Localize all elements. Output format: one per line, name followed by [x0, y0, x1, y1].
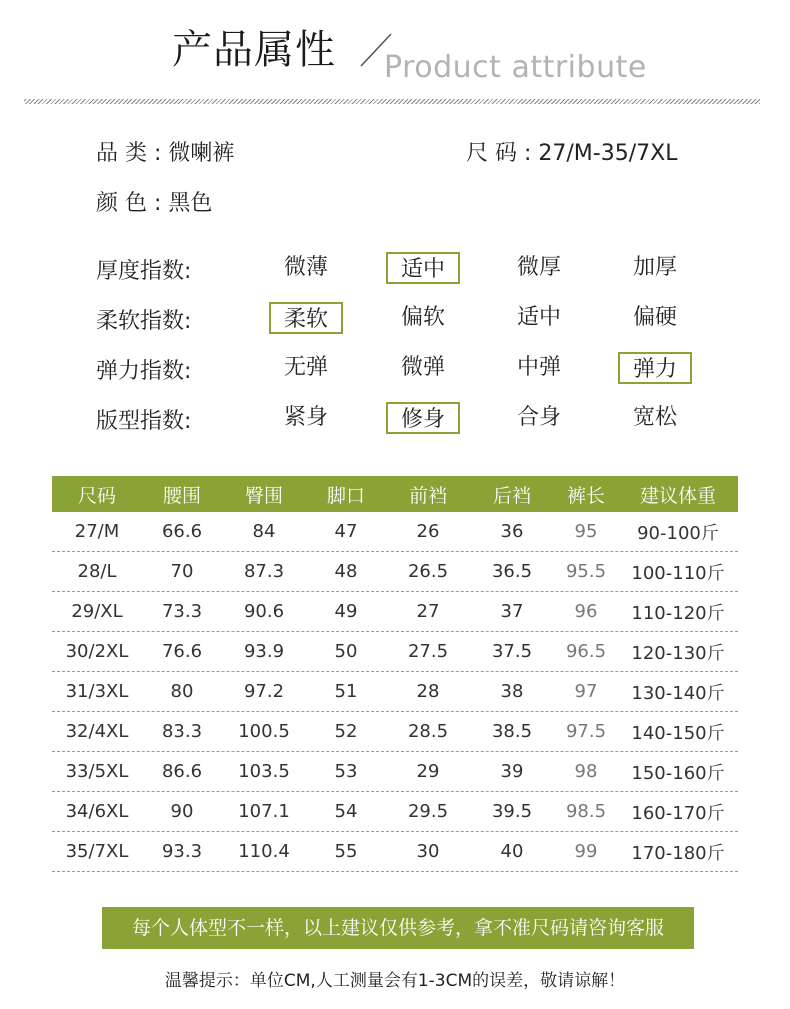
table-cell: 84: [252, 521, 276, 542]
table-row: [52, 672, 738, 712]
index-option-selected: 修身: [386, 402, 460, 434]
header-cell: 前裆: [408, 484, 447, 507]
index-label-elasticity: 弹力指数:: [96, 359, 192, 384]
table-cell: 76.6: [161, 641, 203, 662]
table-cell: 36: [500, 521, 524, 542]
table-cell: 120-130斤: [631, 642, 725, 664]
size-table: [52, 476, 738, 872]
table-cell: 29/XL: [71, 601, 123, 622]
table-row: [52, 832, 738, 872]
table-row: [52, 552, 738, 592]
table-cell: 32/4XL: [65, 721, 129, 742]
table-cell: 38.5: [491, 721, 533, 742]
table-cell: 55: [334, 841, 358, 862]
table-cell: 40: [500, 841, 524, 862]
table-cell: 29: [416, 761, 440, 782]
table-cell: 90.6: [243, 601, 285, 622]
table-cell: 30/2XL: [65, 641, 129, 662]
table-cell: 47: [334, 521, 358, 542]
table-cell: 83.3: [161, 721, 203, 742]
index-label-softness: 柔软指数:: [96, 309, 192, 334]
index-option: 适中: [516, 305, 561, 330]
index-option: 加厚: [632, 255, 677, 280]
index-option: 中弹: [516, 355, 561, 380]
table-row: [52, 512, 738, 552]
table-row: [52, 792, 738, 832]
info-size: 尺 码 : 27/M-35/7XL: [466, 141, 678, 166]
info-color: 颜 色 : 黑色: [96, 191, 213, 216]
table-body: [52, 512, 738, 872]
table-cell: 107.1: [238, 801, 290, 822]
table-cell: 97.5: [565, 721, 607, 742]
table-cell: 66.6: [161, 521, 203, 542]
index-label-fit: 版型指数:: [96, 409, 192, 434]
advice-banner: 每个人体型不一样，以上建议仅供参考，拿不准尺码请咨询客服: [102, 907, 694, 949]
table-cell: 39: [500, 761, 524, 782]
index-option: 无弹: [283, 355, 328, 380]
table-cell: 26.5: [407, 561, 449, 582]
table-cell: 100.5: [238, 721, 290, 742]
table-cell: 37: [500, 601, 524, 622]
table-header: [52, 476, 738, 512]
table-cell: 27: [416, 601, 440, 622]
table-cell: 110-120斤: [631, 602, 725, 624]
table-cell: 27/M: [74, 521, 120, 542]
table-cell: 31/3XL: [65, 681, 129, 702]
table-cell: 110.4: [238, 841, 290, 862]
table-cell: 90: [170, 801, 194, 822]
table-cell: 35/7XL: [65, 841, 129, 862]
table-cell: 97.2: [243, 681, 285, 702]
index-option: 偏软: [400, 305, 445, 330]
table-cell: 96.5: [565, 641, 607, 662]
table-cell: 26: [416, 521, 440, 542]
index-option-selected: 弹力: [618, 352, 692, 384]
header-cell: 臀围: [244, 484, 283, 507]
index-option: 微薄: [283, 255, 328, 280]
table-cell: 48: [334, 561, 358, 582]
table-cell: 28/L: [77, 561, 117, 582]
table-cell: 73.3: [161, 601, 203, 622]
table-cell: 97: [574, 681, 598, 702]
hatch-divider: [24, 99, 760, 104]
table-cell: 90-100斤: [637, 522, 719, 544]
table-cell: 37.5: [491, 641, 533, 662]
table-cell: 93.9: [243, 641, 285, 662]
index-option: 偏硬: [632, 305, 677, 330]
measurement-tip: 温馨提示：单位CM,人工测量会有1-3CM的误差，敬请谅解！: [164, 971, 626, 991]
table-row: [52, 592, 738, 632]
table-cell: 27.5: [407, 641, 449, 662]
table-cell: 49: [334, 601, 358, 622]
index-option: 宽松: [632, 405, 677, 430]
header-cell: 裤长: [566, 484, 605, 507]
table-cell: 52: [334, 721, 358, 742]
table-row: [52, 712, 738, 752]
index-label-thickness: 厚度指数:: [96, 259, 192, 284]
table-cell: 98: [574, 761, 598, 782]
page-subtitle: Product attribute: [384, 50, 647, 85]
table-cell: 70: [170, 561, 194, 582]
index-option: 合身: [516, 405, 561, 430]
table-cell: 98.5: [565, 801, 607, 822]
index-option: 微厚: [516, 255, 561, 280]
table-cell: 34/6XL: [65, 801, 129, 822]
table-cell: 86.6: [161, 761, 203, 782]
header-cell: 脚口: [326, 484, 365, 507]
index-option-selected: 柔软: [269, 302, 343, 334]
table-cell: 29.5: [407, 801, 449, 822]
header-cell: 尺码: [77, 484, 116, 507]
table-row: [52, 752, 738, 792]
table-cell: 160-170斤: [631, 802, 725, 824]
header-cell: 后裆: [492, 484, 531, 507]
table-cell: 38: [500, 681, 524, 702]
table-cell: 36.5: [491, 561, 533, 582]
table-cell: 39.5: [491, 801, 533, 822]
table-cell: 54: [334, 801, 358, 822]
table-cell: 103.5: [238, 761, 290, 782]
table-cell: 99: [574, 841, 598, 862]
table-cell: 87.3: [243, 561, 285, 582]
table-cell: 80: [170, 681, 194, 702]
page-title: 产品属性: [172, 27, 336, 73]
table-cell: 30: [416, 841, 440, 862]
info-category: 品 类 : 微喇裤: [96, 141, 235, 166]
table-row: [52, 632, 738, 672]
index-option-selected: 适中: [386, 252, 460, 284]
table-cell: 96: [574, 601, 598, 622]
table-cell: 170-180斤: [631, 842, 725, 864]
table-cell: 95.5: [565, 561, 607, 582]
header-cell: 腰围: [162, 484, 201, 507]
table-cell: 53: [334, 761, 358, 782]
table-cell: 93.3: [161, 841, 203, 862]
table-cell: 33/5XL: [65, 761, 129, 782]
table-cell: 140-150斤: [631, 722, 725, 744]
table-cell: 51: [334, 681, 358, 702]
header-cell: 建议体重: [639, 484, 716, 507]
index-option: 紧身: [283, 405, 328, 430]
table-cell: 50: [334, 641, 358, 662]
table-cell: 28: [416, 681, 440, 702]
table-cell: 28.5: [407, 721, 449, 742]
table-cell: 100-110斤: [631, 562, 725, 584]
table-cell: 95: [574, 521, 598, 542]
table-cell: 150-160斤: [631, 762, 725, 784]
index-option: 微弹: [400, 355, 445, 380]
table-cell: 130-140斤: [631, 682, 725, 704]
